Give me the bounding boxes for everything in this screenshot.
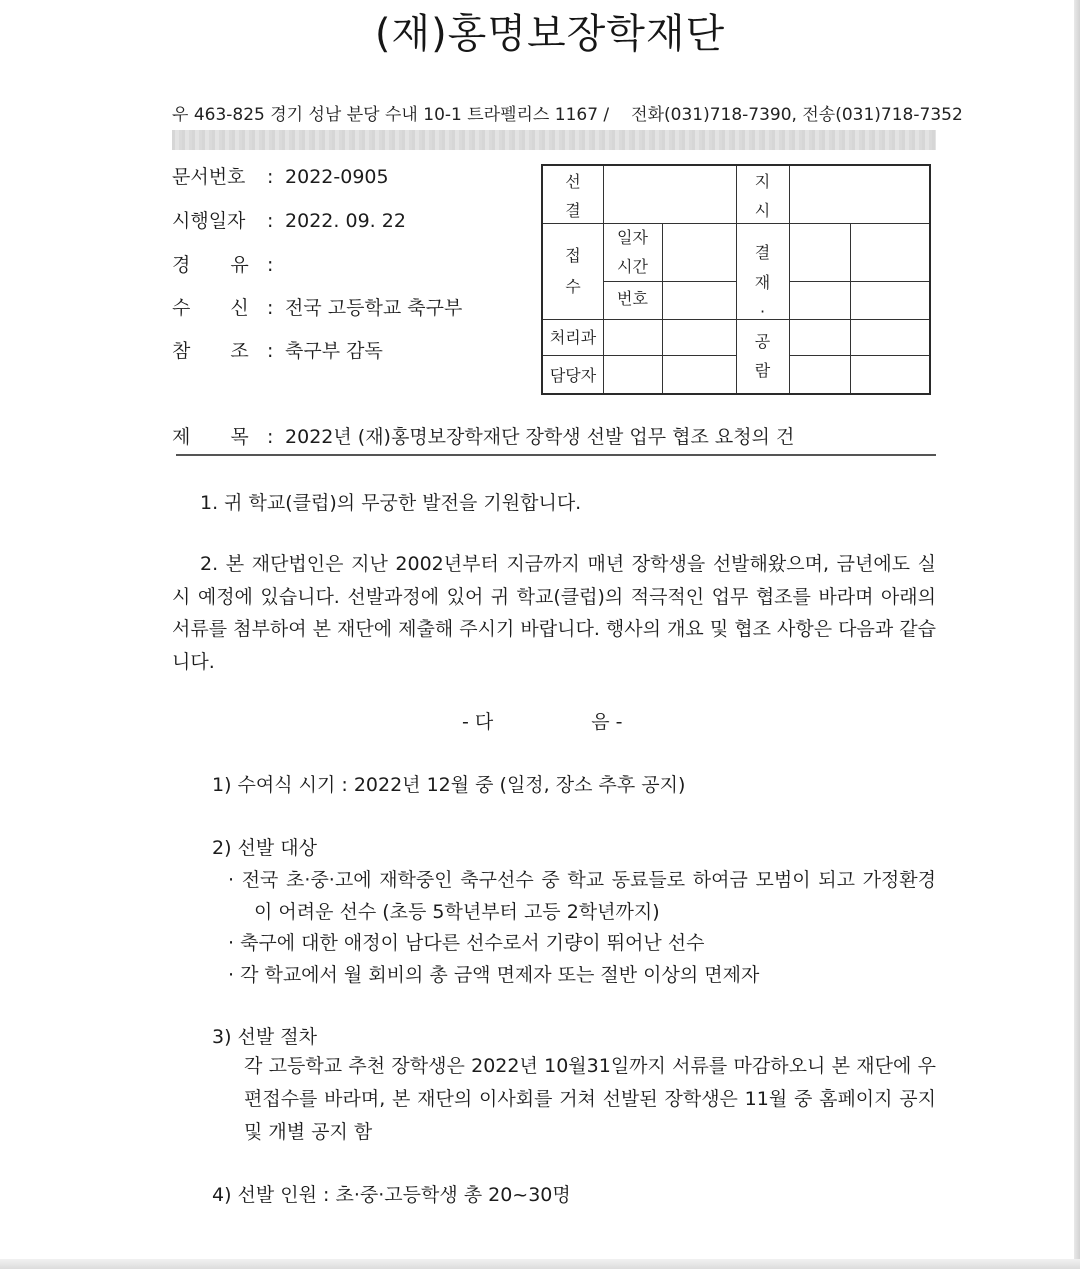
meta-label: 시행일자 (172, 210, 246, 232)
cell-jeopsu: 접 수 (565, 246, 581, 296)
paragraph-1: 1. 귀 학교(클럽)의 무궁한 발전을 기원합니다. (200, 492, 582, 514)
item-2-bullet-2: · 축구에 대한 애정이 남다른 선수로서 기량이 뛰어난 선수 (228, 932, 705, 954)
page-edge-right (1074, 0, 1080, 1269)
cell-gyeoljae-gongram: 결 재 · 공 람 (754, 243, 771, 381)
meta-via: 경 유 : (172, 250, 279, 277)
item-1-ceremony: 1) 수여식 시기 : 2022년 12월 중 (일정, 장소 추후 공지) (212, 774, 686, 796)
page-edge-bottom (0, 1259, 1080, 1269)
item-2-title: 2) 선발 대상 (212, 837, 317, 859)
date-value: 2022. 09. 22 (285, 210, 406, 232)
meta-doc-number: 문서번호 : 2022-0905 (172, 162, 389, 189)
item-3-body: 각 고등학교 추천 장학생은 2022년 10월31일까지 서류를 마감하오니 본 재단에 우편접수를 바라며, 본 재단의 이사회를 거쳐 선발된 장학생은 11월 중 홈페이지 공지 및 개별 공지 함 (244, 1055, 936, 1143)
cell-damdangja: 담당자 (549, 366, 597, 385)
cell-beonho: 번호 (617, 289, 648, 308)
subject-label: 제 목 (172, 426, 249, 448)
cell-cheorigwa: 처리과 (549, 328, 597, 347)
cell-seongyeol: 선 결 (565, 172, 581, 220)
approval-stamp-table (541, 164, 931, 395)
item-2-bullet-3: · 각 학교에서 월 회비의 총 금액 면제자 또는 절반 이상의 면제자 (228, 964, 760, 986)
section-header-da-eum: - 다 음 - (462, 711, 623, 733)
item-3-title: 3) 선발 절차 (212, 1026, 317, 1048)
postal-address: 우 463-825 경기 성남 분당 수내 10-1 트라펠리스 1167 / (172, 105, 610, 125)
meta-label: 참 조 (172, 340, 249, 362)
paragraph-2: 2. 본 재단법인은 지난 2002년부터 지금까지 매년 장학생을 선발해왔으며, 금년에도 실시 예정에 있습니다. 선발과정에 있어 귀 학교(클럽)의 적극적인 업무 협조를 바라며 아래의 서류를 첨부하여 본 재단에 제출해 주시기 바랍니다. 행사의 개요 및 협조 사항은 다음과 같습니다. (172, 553, 936, 673)
item-2-bullet-1: · 전국 초·중·고에 재학중인 축구선수 중 학교 동료들로 하여금 모범이 되고 가정환경이 어려운 선수 (초등 5학년부터 고등 2학년까지) (228, 869, 936, 923)
meta-label: 수 신 (172, 297, 249, 319)
subject-text: 2022년 (재)홍명보장학재단 장학생 선발 업무 협조 요청의 건 (285, 426, 795, 448)
item-4-count: 4) 선발 인원 : 초·중·고등학생 총 20~30명 (212, 1184, 571, 1206)
recipient-value: 전국 고등학교 축구부 (285, 297, 463, 319)
meta-label: 문서번호 (172, 166, 246, 188)
meta-date: 시행일자 : 2022. 09. 22 (172, 206, 406, 233)
meta-reference: 참 조 : 축구부 감독 (172, 336, 383, 363)
document-title: (재)홍명보장학재단 (374, 11, 726, 57)
contact-numbers: 전화(031)718-7390, 전송(031)718-7352 (631, 105, 963, 125)
header-shaded-bar (172, 130, 936, 150)
meta-label: 경 유 (172, 254, 249, 276)
doc-number-value: 2022-0905 (285, 166, 389, 188)
cell-ilja-sigan: 일자 시간 (617, 228, 648, 276)
meta-recipient: 수 신 : 전국 고등학교 축구부 (172, 293, 462, 320)
reference-value: 축구부 감독 (285, 340, 383, 362)
cell-jisi: 지 시 (754, 172, 771, 220)
address-line (172, 100, 963, 125)
subject-underline (176, 454, 936, 456)
subject-line: 제 목 : 2022년 (재)홍명보장학재단 장학생 선발 업무 협조 요청의 건 (172, 422, 794, 449)
